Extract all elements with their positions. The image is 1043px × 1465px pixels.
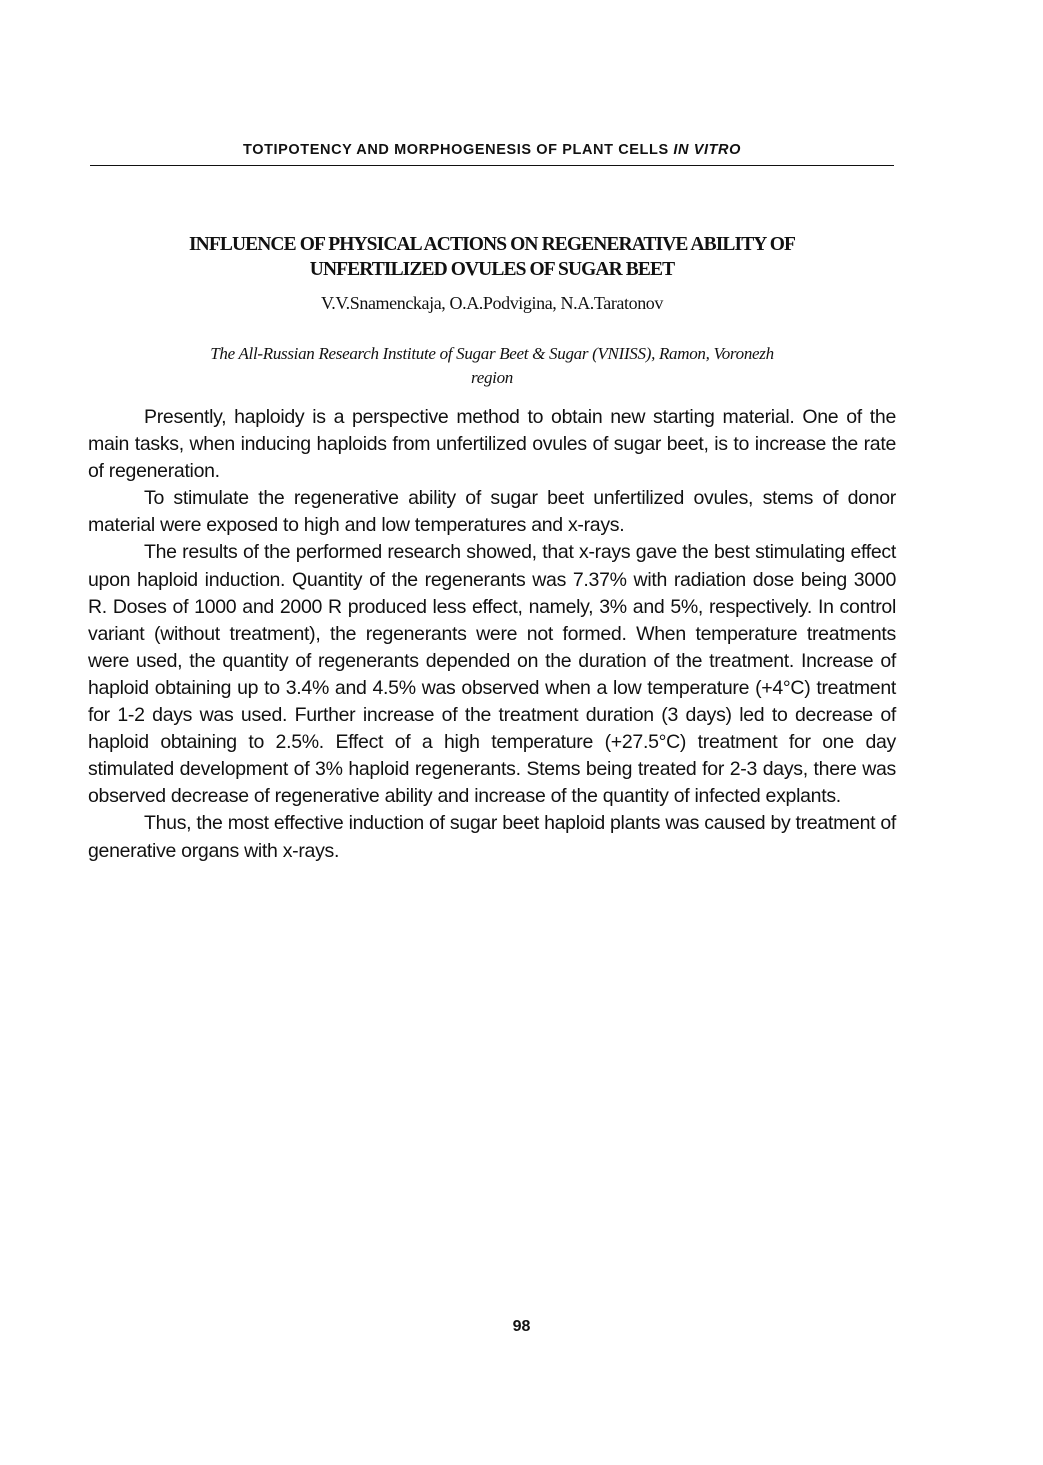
article-body	[88, 404, 896, 865]
affiliation-line-2: region	[471, 368, 513, 387]
authors: V.V.Snamenckaja, O.A.Podvigina, N.A.Taratonov	[320, 293, 664, 313]
title-line-2: UNFERTILIZED OVULES OF SUGAR BEET	[309, 259, 675, 280]
affiliation-line-1: The All-Russian Research Institute of Sugar Beet & Sugar (VNIISS), Ramon, Voronezh	[210, 344, 774, 363]
article-title	[96, 232, 888, 282]
running-header-emphasis: IN VITRO	[673, 142, 741, 158]
title-line-1: INFLUENCE OF PHYSICAL ACTIONS ON REGENERATIVE ABILITY OF	[188, 234, 796, 255]
page-number: 98	[512, 1318, 531, 1335]
paragraph-1: Presently, haploidy is a perspective method to obtain new starting material. One of the main tasks, when inducing haploids from unfertilized ovules of sugar beet, is to increase the rate of regeneration.	[88, 406, 896, 483]
header-rule	[90, 165, 894, 166]
affiliation	[96, 342, 888, 390]
running-header-text: TOTIPOTENCY AND MORPHOGENESIS OF PLANT CELLS	[243, 142, 669, 158]
paragraph-4: Thus, the most effective induction of sugar beet haploid plants was caused by treatment of generative organs with x-rays.	[88, 812, 897, 862]
running-header	[90, 142, 894, 158]
paragraph-3: The results of the performed research showed, that x-rays gave the best stimulating effect upon haploid induction. Quantity of the regenerants was 7.37% with radiation dose being 3000 R. Doses of 1000 and 2000 R produced less effect, namely, 3% and 5%, respectively. In control variant (without treatment), the regenerants were not formed. When temperature treatments were used, the quantity of regenerants depended on the duration of the treatment. Increase of haploid obtaining up to 3.4% and 4.5% was observed when a low temperature (+4°C) treatment for 1-2 days was used. Further increase of the treatment duration (3 days) led to decrease of haploid obtaining to 2.5%. Effect of a high temperature (+27.5°C) treatment for one day stimulated development of 3% haploid regenerants. Stems being treated for 2-3 days, there was observed decrease of regenerative ability and increase of the quantity of infected explants.	[88, 541, 896, 808]
paragraph-2: To stimulate the regenerative ability of sugar beet unfertilized ovules, stems of donor material were exposed to high and low temperatures and x-rays.	[88, 487, 896, 537]
